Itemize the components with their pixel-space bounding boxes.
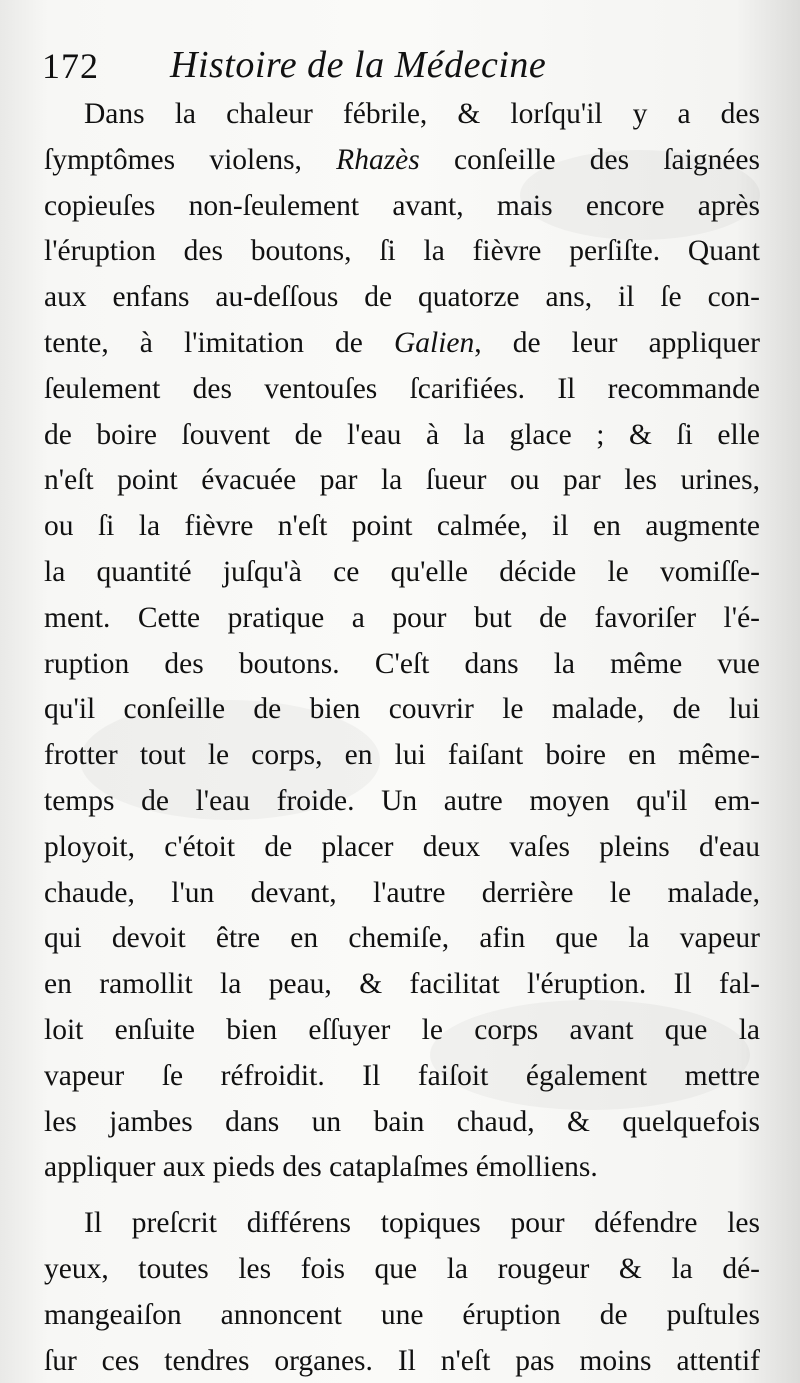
text-line: ſeulement des ventouſes ſcarifiées. Il recommande <box>44 372 760 405</box>
text-line: l'éruption des boutons, ſi la fièvre perſiſte. Quant <box>44 235 760 268</box>
text-line: chaude, l'un devant, l'autre derrière le malade, <box>44 876 760 909</box>
text-line: ſymptômes violens, Rhazès conſeille des ſaignées <box>44 143 760 176</box>
text-line: les jambes dans un bain chaud, & quelquefois <box>44 1105 760 1138</box>
text-line: aux enfans au-deſſous de quatorze ans, il ſe con- <box>44 281 760 314</box>
text-line: qui devoit être en chemiſe, afin que la vapeur <box>44 922 760 955</box>
text-line: ruption des boutons. C'eſt dans la même vue <box>44 647 760 680</box>
paragraph <box>44 1201 760 1383</box>
text-line: copieuſes non-ſeulement avant, mais encore après <box>44 189 760 222</box>
text-line: frotter tout le corps, en lui faiſant boire en même- <box>44 739 760 772</box>
body-text <box>44 92 760 1383</box>
text-line: loit enſuite bien eſſuyer le corps avant que la <box>44 1013 760 1046</box>
text-line: Dans la chaleur fébrile, & lorſqu'il y a des <box>84 98 760 130</box>
text-line: yeux, toutes les fois que la rougeur & la dé- <box>44 1252 760 1285</box>
text-line: en ramollit la peau, & facilitat l'éruption. Il fal- <box>44 968 760 1001</box>
text-line: tente, à l'imitation de Galien, de leur appliquer <box>44 326 760 359</box>
italic-name: Rhazès <box>336 143 420 176</box>
text-line: ployoit, c'étoit de placer deux vaſes pleins d'eau <box>44 830 760 863</box>
text-line: de boire ſouvent de l'eau à la glace ; & ſi elle <box>44 418 760 451</box>
paragraph-spacer <box>44 1191 760 1201</box>
text-line: vapeur ſe réfroidit. Il faiſoit également mettre <box>44 1059 760 1092</box>
text-line: temps de l'eau froide. Un autre moyen qu'il em- <box>44 784 760 817</box>
text-line: mangeaiſon annoncent une éruption de puſtules <box>44 1298 760 1331</box>
page-header <box>42 40 762 96</box>
text-line: ou ſi la fièvre n'eſt point calmée, il en augmente <box>44 510 760 543</box>
text-line: n'eſt point évacuée par la ſueur ou par les urines, <box>44 464 760 497</box>
italic-name: Galien <box>393 326 475 359</box>
text-line: ment. Cette pratique a pour but de favoriſer l'é- <box>44 601 760 634</box>
text-line: qu'il conſeille de bien couvrir le malade, de lui <box>44 693 760 726</box>
paragraph <box>44 92 760 1191</box>
text-line: Il preſcrit différens topiques pour défendre les <box>84 1207 760 1240</box>
text-line: la quantité juſqu'à ce qu'elle décide le vomiſſe- <box>44 555 760 588</box>
text-line: ſur ces tendres organes. Il n'eſt pas moins attentif <box>44 1344 760 1377</box>
page-number: 172 <box>42 46 99 86</box>
running-title: Histoire de la Médecine <box>170 44 547 86</box>
text-line: appliquer aux pieds des cataplaſmes émolliens. <box>44 1151 598 1184</box>
